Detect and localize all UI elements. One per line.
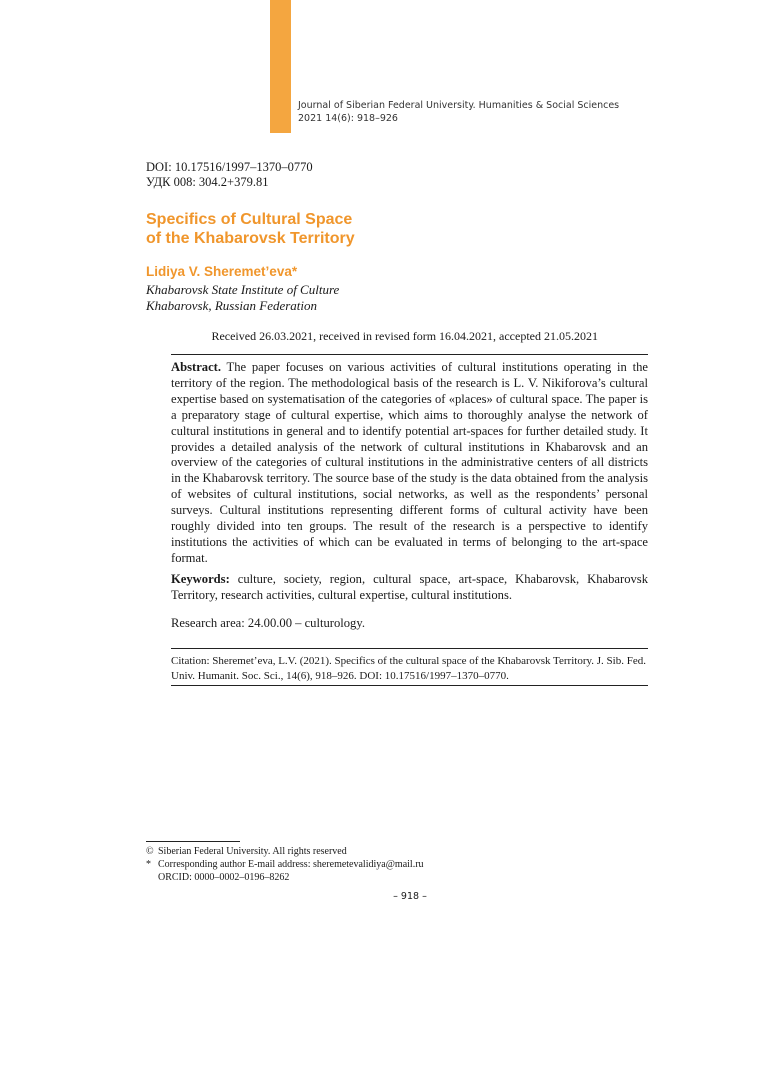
page-number: – 918 –	[393, 891, 427, 902]
keywords-text: culture, society, region, cultural space, art-space, Khabarovsk, Khabarovsk Territory, research activities, cultural expertise, cultural institutions.	[171, 572, 648, 602]
abstract	[171, 360, 648, 567]
copyright-mark: ©	[146, 846, 154, 857]
footnote-corresponding	[146, 858, 424, 871]
title-line-1: Specifics of Cultural Space	[146, 211, 353, 228]
udk: УДК 008: 304.2+379.81	[146, 175, 269, 189]
title-line-2: of the Khabarovsk Territory	[146, 230, 355, 247]
footnote-rule	[146, 841, 240, 842]
affiliation-location: Khabarovsk, Russian Federation	[146, 298, 318, 313]
identifiers	[146, 160, 313, 190]
footnotes	[146, 845, 424, 885]
research-area: Research area: 24.00.00 – culturology.	[171, 616, 365, 630]
orcid-text: ORCID: 0000–0002–0196–8262	[158, 872, 290, 884]
keywords	[171, 572, 648, 604]
footnote-orcid	[146, 871, 424, 884]
abstract-label: Abstract.	[171, 360, 222, 374]
journal-name: Journal of Siberian Federal University. Humanities & Social Sciences	[298, 100, 620, 111]
asterisk-mark: *	[146, 859, 151, 871]
citation-bottom-rule	[171, 685, 648, 686]
paper-title	[146, 210, 566, 248]
abstract-text: The paper focuses on various activities of cultural institutions operating in the territory of the region. The methodological basis of the research is L. V. Nikiforova’s cultural expertise based on systematisation of the categories of «places» of cultural space. The paper is a preparatory stage of cultural expertise, which aims to thoroughly analyse the network of cultural institutions in general and to identify potential art-spaces for further detailed study. It provides a detailed analysis of the network of cultural institutions in Khabarovsk and an overview of the categories of cultural institutions in the administrative centers of all districts in the Khabarovsk territory. The source base of the study is the data obtained from the analysis of websites of cultural institutions, social networks, as well as the respondents’ personal surveys. Cultural institutions representing different forms of cultural activity have been roughly divided into ten groups. The result of the research is a perspective to identify institutions the activities of which can be evaluated in terms of belonging to the art-space format.	[171, 360, 648, 565]
keywords-label: Keywords:	[171, 572, 230, 586]
corresponding-text: Corresponding author E-mail address: sheremetevalidiya@mail.ru	[158, 859, 424, 871]
footnote-copyright	[146, 845, 424, 858]
received-dates: Received 26.03.2021, received in revised form 16.04.2021, accepted 21.05.2021	[211, 329, 598, 343]
doi: DOI: 10.17516/1997–1370–0770	[146, 160, 313, 174]
citation-top-rule	[171, 648, 648, 649]
affiliation-institution: Khabarovsk State Institute of Culture	[146, 282, 340, 297]
copyright-text: Siberian Federal University. All rights reserved	[158, 846, 347, 857]
journal-header	[298, 99, 619, 125]
journal-accent-bar	[270, 0, 291, 133]
abstract-top-rule	[171, 354, 648, 355]
author-affiliation	[146, 282, 339, 314]
author-name: Lidiya V. Sheremet’eva*	[146, 264, 298, 279]
citation: Citation: Sheremet’eva, L.V. (2021). Specifics of the cultural space of the Khabarovsk Territory. J. Sib. Fed. Univ. Humanit. Soc. Sci., 14(6), 918–926. DOI: 10.17516/1997–1370–0770.	[171, 655, 646, 682]
journal-issue: 2021 14(6): 918–926	[298, 113, 398, 124]
